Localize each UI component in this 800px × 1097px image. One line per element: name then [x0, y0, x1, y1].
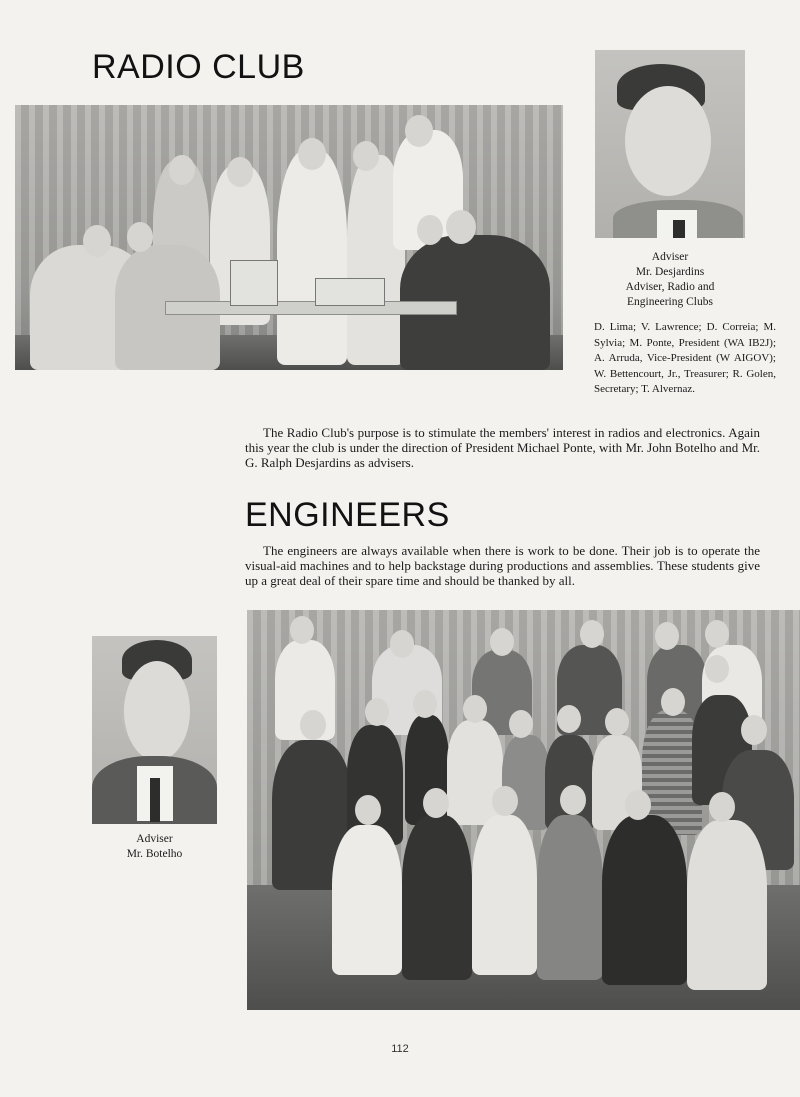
- photo-person-head: [446, 210, 476, 244]
- caption-line: Engineering Clubs: [627, 296, 713, 308]
- radio-club-title: RADIO CLUB: [92, 48, 305, 86]
- photo-person-head: [705, 655, 729, 683]
- photo-person-head: [405, 115, 433, 147]
- photo-table: [165, 301, 457, 315]
- photo-person-head: [413, 690, 437, 718]
- caption-line: Adviser: [136, 833, 173, 845]
- photo-radio-set: [230, 260, 278, 306]
- radio-club-group-photo: [15, 105, 563, 370]
- photo-person-head: [580, 620, 604, 648]
- photo-person-head: [509, 710, 533, 738]
- photo-person-head: [492, 786, 518, 816]
- photo-person-head: [705, 620, 729, 648]
- photo-person-head: [127, 222, 153, 252]
- caption-line: Mr. Desjardins: [635, 266, 705, 278]
- photo-person-head: [625, 790, 651, 820]
- page-number: 112: [391, 1043, 409, 1055]
- adviser-botelho-caption: [92, 832, 217, 862]
- adviser-botelho-portrait: [92, 636, 217, 824]
- photo-person-head: [290, 616, 314, 644]
- caption-line: Mr. Botelho: [126, 848, 183, 860]
- photo-person-head: [355, 795, 381, 825]
- radio-club-members-list: D. Lima; V. Lawrence; D. Correia; M. Sylvia; M. Ponte, President (WA IB2J); A. Arruda, Vice-President (W AIGOV); W. Bettencourt, Jr., Treasurer; R. Golen, Secretary; T. Alvernaz.: [594, 321, 776, 395]
- photo-person-head: [300, 710, 326, 740]
- photo-person-head: [417, 215, 443, 245]
- photo-radio-set: [315, 278, 385, 306]
- photo-person-head: [353, 141, 379, 171]
- photo-person-head: [741, 715, 767, 745]
- photo-person-head: [227, 157, 253, 187]
- photo-person-head: [605, 708, 629, 736]
- photo-person: [402, 815, 472, 980]
- photo-person-head: [298, 138, 326, 170]
- engineers-group-photo: [247, 610, 800, 1010]
- photo-person: [332, 825, 402, 975]
- photo-person-head: [709, 792, 735, 822]
- adviser-desjardins-portrait: [595, 50, 745, 238]
- photo-person-head: [169, 155, 195, 185]
- portrait-face: [625, 86, 711, 196]
- photo-person: [472, 815, 537, 975]
- photo-person-head: [655, 622, 679, 650]
- photo-person-head: [463, 695, 487, 723]
- caption-line: Adviser: [651, 251, 689, 263]
- radio-club-description: The Radio Club's purpose is to stimulate the members' interest in radios and electronics. Again this year the club is under the direction of President Michael Ponte, with Mr. John Botelho and Mr. G. Ralph Desjardins as advisers.: [245, 425, 760, 470]
- caption-line: Adviser, Radio and: [625, 281, 715, 293]
- photo-person-head: [365, 698, 389, 726]
- photo-person: [602, 815, 687, 985]
- photo-person-head: [661, 688, 685, 716]
- portrait-tie: [673, 220, 685, 238]
- photo-person-head: [423, 788, 449, 818]
- engineers-description: The engineers are always available when there is work to be done. Their job is to operate the visual-aid machines and to help backstage during productions and assemblies. These students give up a great deal of their spare time and should be thanked by all.: [245, 543, 760, 588]
- photo-person-head: [490, 628, 514, 656]
- photo-person: [687, 820, 767, 990]
- photo-person: [537, 815, 603, 980]
- engineers-title: ENGINEERS: [245, 496, 450, 534]
- photo-person: [277, 150, 347, 365]
- adviser-desjardins-caption: [600, 250, 740, 310]
- portrait-face: [124, 661, 190, 761]
- photo-person-head: [557, 705, 581, 733]
- photo-person-head: [83, 225, 111, 257]
- photo-person-head: [560, 785, 586, 815]
- photo-person-head: [390, 630, 414, 658]
- portrait-tie: [150, 778, 160, 822]
